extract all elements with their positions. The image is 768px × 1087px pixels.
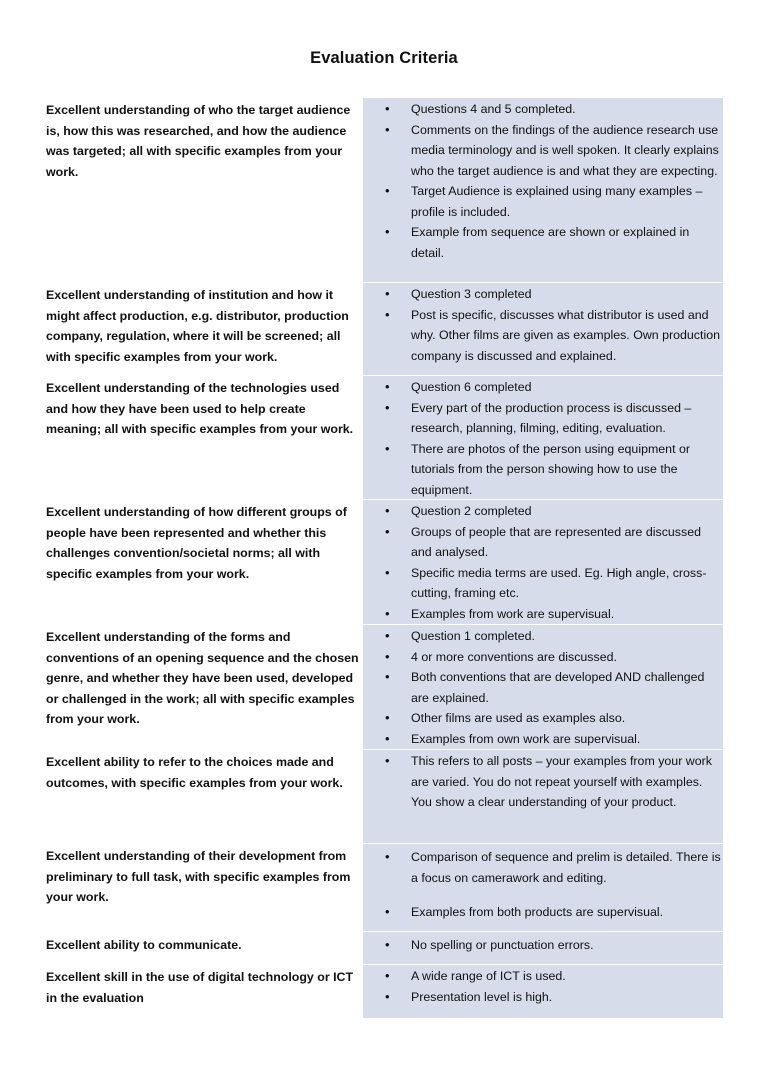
criterion-points: [363, 98, 723, 282]
criterion-points: [363, 844, 723, 931]
bullet-item: • No spelling or punctuation errors.: [363, 935, 723, 956]
criterion-points: [363, 500, 723, 624]
criteria-row: [42, 97, 723, 282]
page-title: Evaluation Criteria: [310, 49, 458, 67]
bullet-item: • Specific media terms are used. Eg. High angle, cross-cutting, framing etc.: [363, 563, 723, 604]
criteria-row: [42, 624, 723, 749]
bullet-item: • Questions 4 and 5 completed.: [363, 99, 723, 120]
bullet-item: • Example from sequence are shown or explained in detail.: [363, 222, 723, 263]
bullet-item: • Other films are used as examples also.: [363, 708, 723, 729]
bullet-item: • Comparison of sequence and prelim is detailed. There is a focus on camerawork and editing.: [363, 847, 723, 888]
bullet-item: • Target Audience is explained using many examples – profile is included.: [363, 181, 723, 222]
criterion-points: [363, 625, 723, 749]
criterion-points: [363, 750, 723, 843]
bullet-item: • This refers to all posts – your examples from your work are varied. You do not repeat yourself with examples. You show a clear understanding of your product.: [363, 751, 723, 813]
criterion-text: Excellent understanding of the technologies used and how they have been used to help create meaning; all with specific examples from your work.: [46, 381, 354, 436]
bullet-item: • Comments on the findings of the audience research use media terminology and is well spoken. It clearly explains who the target audience is and what they are expecting.: [363, 120, 723, 182]
bullet-item: • Presentation level is high.: [363, 987, 723, 1008]
criteria-table: [42, 97, 723, 1018]
criterion-points: [363, 283, 723, 375]
criterion-text: Excellent understanding of who the target audience is, how this was researched, and how the audience was targeted; all with specific examples from your work.: [46, 103, 351, 179]
bullet-item: • Post is specific, discusses what distributor is used and why. Other films are given as examples. Own production company is discussed and explained.: [363, 305, 723, 367]
criterion-points: [363, 376, 723, 499]
criterion-text: Excellent understanding of how different groups of people have been represented and whether this challenges convention/societal norms; all with specific examples from your work.: [46, 505, 347, 581]
bullet-item: • Both conventions that are developed AND challenged are explained.: [363, 667, 723, 708]
bullet-item: • Question 6 completed: [363, 377, 723, 398]
criteria-row: [42, 843, 723, 931]
bullet-item: • Question 3 completed: [363, 284, 723, 305]
criterion-text: Excellent understanding of institution and how it might affect production, e.g. distributor, production company, regulation, where it will be screened; all with specific examples from your work.: [46, 288, 349, 364]
bullet-item: • Examples from work are supervisual.: [363, 604, 723, 625]
bullet-item: • Every part of the production process is discussed – research, planning, filming, editing, evaluation.: [363, 398, 723, 439]
criteria-row: [42, 931, 723, 964]
bullet-item: • A wide range of ICT is used.: [363, 966, 723, 987]
bullet-item: • Groups of people that are represented are discussed and analysed.: [363, 522, 723, 563]
criteria-row: [42, 282, 723, 375]
bullet-item: • Examples from own work are supervisual.: [363, 729, 723, 750]
bullet-item: • 4 or more conventions are discussed.: [363, 647, 723, 668]
criteria-row: [42, 375, 723, 499]
criterion-text: Excellent skill in the use of digital technology or ICT in the evaluation: [46, 970, 354, 1005]
criterion-text: Excellent ability to refer to the choices made and outcomes, with specific examples from your work.: [46, 755, 343, 790]
bullet-item: • Examples from both products are supervisual.: [363, 902, 723, 923]
bullet-item: • Question 1 completed.: [363, 626, 723, 647]
criteria-row: [42, 499, 723, 624]
bullet-item: • Question 2 completed: [363, 501, 723, 522]
criterion-text: Excellent understanding of their development from preliminary to full task, with specific examples from your work.: [46, 849, 351, 904]
criteria-row: [42, 749, 723, 843]
criterion-text: Excellent ability to communicate.: [46, 938, 242, 952]
criterion-text: Excellent understanding of the forms and conventions of an opening sequence and the chosen genre, and whether they have been used, developed or challenged in the work; all with specific examples from your work.: [46, 630, 359, 726]
criterion-points: [363, 932, 723, 964]
criterion-points: [363, 965, 723, 1018]
bullet-item: • There are photos of the person using equipment or tutorials from the person showing how to use the equipment.: [363, 439, 723, 501]
criteria-row: [42, 964, 723, 1018]
